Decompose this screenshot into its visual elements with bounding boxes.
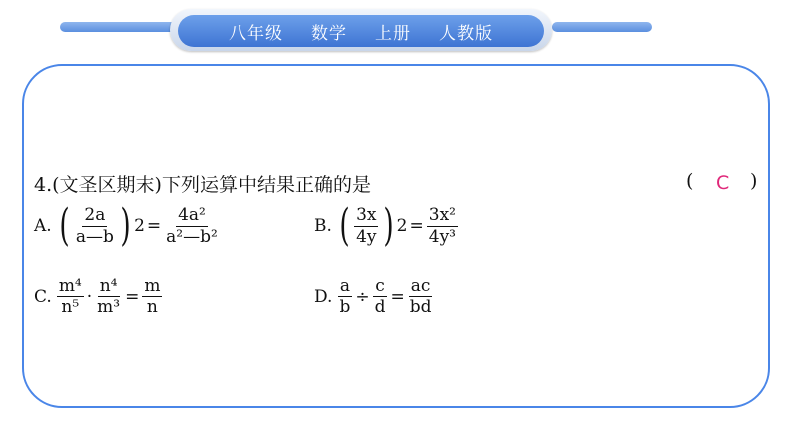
question-stem [34, 170, 371, 197]
fraction-denominator: n [146, 297, 158, 318]
fraction-denominator: b [339, 297, 351, 318]
option-d-equals: = [390, 286, 405, 307]
fraction-denominator: a—b [75, 226, 114, 247]
option-d-operator: ÷ [355, 286, 370, 307]
fraction-numerator: c [375, 276, 385, 296]
option-a [34, 200, 221, 251]
option-d [314, 276, 434, 318]
option-c-equals: = [125, 286, 140, 307]
fraction-denominator: bd [409, 297, 432, 318]
option-a-result-fraction [164, 205, 220, 247]
question-source: (文圣区期末) [52, 174, 162, 196]
option-c-fraction-2 [95, 276, 122, 318]
option-c-fraction-1 [57, 276, 84, 318]
fraction-denominator: a²—b² [166, 226, 218, 247]
edition-label: 人教版 [439, 23, 493, 44]
fraction-denominator: m³ [97, 297, 121, 318]
option-a-rparen: ) [120, 200, 131, 251]
volume-label: 上册 [375, 23, 411, 44]
header-banner [178, 15, 544, 47]
question-text: 下列运算中结果正确的是 [161, 174, 371, 196]
option-a-power: 2 [134, 216, 145, 236]
fraction-numerator: 2a [84, 205, 106, 226]
fraction-denominator: 4y [356, 226, 377, 247]
fraction-numerator: a [339, 276, 350, 296]
option-c-result-fraction [142, 276, 162, 318]
subject-label: 数学 [311, 23, 347, 44]
fraction-numerator: m [144, 276, 161, 296]
answer-value: C [716, 172, 730, 194]
question-number: 4. [34, 174, 53, 196]
fraction-denominator: 4y³ [428, 226, 456, 247]
option-b-equals: = [409, 216, 424, 236]
option-b-rparen: ) [382, 200, 394, 251]
option-b [314, 200, 459, 251]
option-b-result-fraction [427, 205, 458, 247]
option-a-lparen: ( [59, 200, 70, 251]
option-d-label: D. [314, 286, 333, 307]
option-d-fraction-2 [373, 276, 388, 318]
option-c-operator: · [86, 286, 93, 307]
answer-paren-left: ( [686, 170, 694, 192]
option-c [34, 276, 163, 318]
option-b-inner-fraction [354, 205, 378, 247]
fraction-denominator: d [374, 297, 386, 318]
option-a-equals: = [146, 216, 162, 236]
header-bar-left [60, 22, 180, 32]
fraction-numerator: 3x² [428, 205, 456, 226]
option-d-result-fraction [408, 276, 434, 318]
fraction-numerator: n⁴ [99, 276, 118, 296]
option-a-inner-fraction [74, 205, 116, 247]
grade-label: 八年级 [229, 23, 283, 44]
option-c-label: C. [34, 286, 52, 307]
fraction-numerator: m⁴ [58, 276, 82, 296]
option-d-fraction-1 [337, 276, 352, 318]
option-b-power: 2 [396, 216, 408, 236]
header-bar-right [552, 22, 652, 32]
fraction-numerator: ac [410, 276, 431, 296]
answer-paren-right: ) [750, 170, 758, 192]
option-b-label: B. [314, 216, 332, 236]
fraction-numerator: 3x [356, 205, 377, 226]
option-a-label: A. [34, 216, 52, 236]
option-b-lparen: ( [339, 200, 350, 251]
fraction-numerator: 4a² [178, 205, 206, 226]
fraction-denominator: n⁵ [61, 297, 80, 318]
